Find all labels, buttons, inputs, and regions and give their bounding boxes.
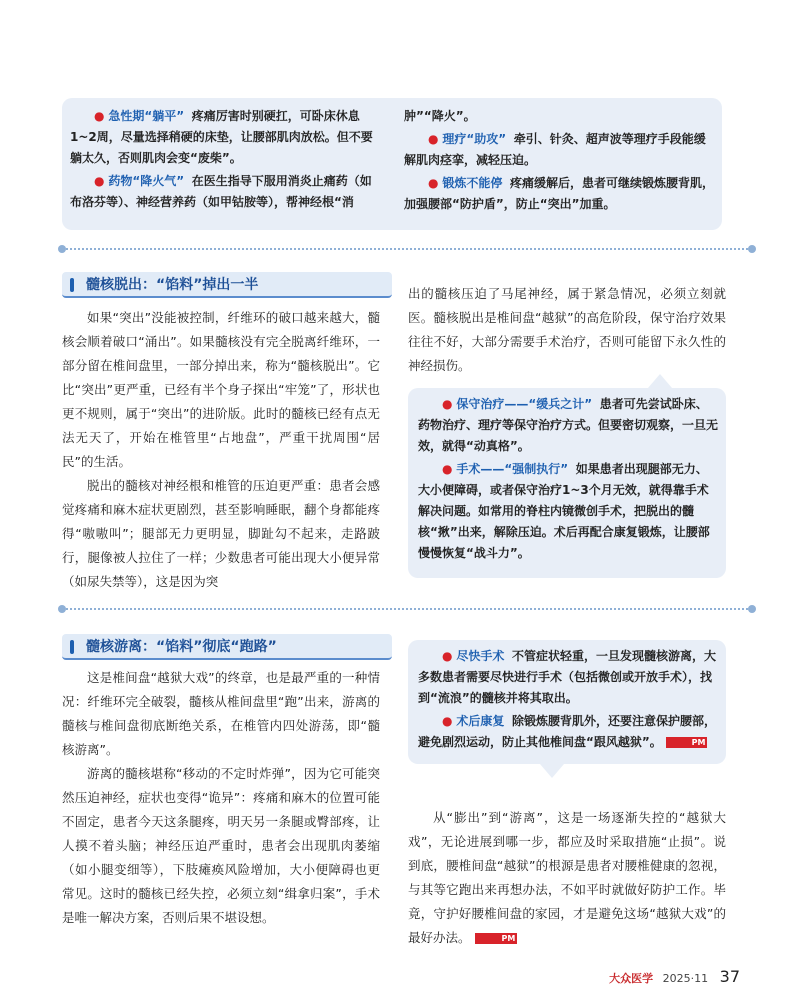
section-divider [62,608,752,610]
tip-item: ● 锻炼不能停 疼痛缓解后，患者可继续锻炼腰背肌，加强腰部“防护盾”，防止“突出”加重。 [404,176,714,211]
title-accent-bar [70,278,74,292]
paragraph: 脱出的髓核对神经根和椎管的压迫更严重：患者会感觉疼痛和麻木症状更剧烈，甚至影响睡眠，翻个身都能疼得“嗷嗷叫”；腿部无力更明显，脚趾勾不起来，走路跛行，腿像被人拉住了一样；少数患者可能出现大小便异常（如尿失禁等），这是因为突 [62,478,380,589]
page-number: 37 [719,967,740,986]
tip-item: ● 急性期“躺平” 疼痛厉害时别硬扛，可卧床休息1~2周，尽量选择稍硬的床垫，让腰部肌肉放松。但不要躺太久，否则肌肉会变“废柴”。 [70,109,373,165]
top-box-right-column [404,106,714,217]
issue-date: 2025·11 [662,972,709,985]
section-title-herniation: 髓核脱出：“馅料”掉出一半 [62,272,392,298]
bubble-tail [648,374,672,388]
title-accent-bar [70,640,74,654]
magazine-logo: 大众医学 [609,972,654,985]
paragraph: 如果“突出”没能被控制，纤维环的破口越来越大，髓核会顺着破口“涌出”。如果髓核没有完全脱离纤维环，一部分留在椎间盘里，一部分掉出来，称为“髓核脱出”。它比“突出”更严重，已经有半个身子探出“牢笼”了，形状也更不规则，属于“突出”的进阶版。此时的髓核已经有点无法无天了，开始在椎管里“占地盘”，严重干扰周围“居民”的生活。 [62,310,380,469]
tip-item: ● 术后康复 除锻炼腰背肌外，还要注意保护腰部，避免剧烈运动，防止其他椎间盘“跟风越狱”。 PM [418,714,716,749]
section-divider [62,248,752,250]
tip-item: ● 理疗“助攻” 牵引、针灸、超声波等理疗手段能缓解肌肉痉挛，减轻压迫。 [404,132,706,167]
tip-item: ● 药物“降火气” 在医生指导下服用消炎止痛药（如布洛芬等）、神经营养药（如甲钴胺等），帮神经根“消 [70,174,372,209]
sequestration-treatment-box [408,640,726,764]
paragraph: 这是椎间盘“越狱大戏”的终章，也是最严重的一种情况：纤维环完全破裂，髓核从椎间盘里“跑”出来，游离的髓核与椎间盘彻底断绝关系，在椎管内四处游荡，即“髓核游离”。 [62,670,380,757]
section1-left-column [62,306,380,594]
paragraph: 游离的髓核堪称“移动的不定时炸弹”，因为它可能突然压迫神经，症状也变得“诡异”：疼痛和麻木的位置可能不固定，患者今天这条腿疼，明天另一条腿或臀部疼，让人摸不着头脑；神经压迫严重时，患者会出现肌肉萎缩（如小腿变细等），下肢瘫痪风险增加，大小便障碍也更常见。这时的髓核已经失控，必须立刻“缉拿归案”，手术是唯一解决方案，否则后果不堪设想。 [62,766,380,925]
pm-badge: PM [475,933,518,944]
tip-item: ● 尽快手术 不管症状轻重，一旦发现髓核游离，大多数患者需要尽快进行手术（包括微创或开放手术），找到“流浪”的髓核并将其取出。 [418,649,716,705]
section-title-sequestration: 髓核游离：“馅料”彻底“跑路” [62,634,392,660]
top-box-left-column [70,106,380,215]
paragraph: 出的髓核压迫了马尾神经，属于紧急情况，必须立刻就医。髓核脱出是椎间盘“越狱”的高危阶段，保守治疗效果往往不好，大部分需要手术治疗，否则可能留下永久性的神经损伤。 [408,286,726,373]
tip-item: ● 保守治疗——“缓兵之计” 患者可先尝试卧床、药物治疗、理疗等保守治疗方式。但要密切观察，一旦无效，就得“动真格”。 [418,397,719,453]
section1-right-column [408,282,726,378]
section2-left-column [62,666,380,930]
section2-right-column [408,806,726,950]
bubble-tail [540,764,564,778]
tip-continuation: 肿”“降火”。 [404,109,476,123]
paragraph: 从“膨出”到“游离”，这是一场逐渐失控的“越狱大戏”，无论进展到哪一步，都应及时采取措施“止损”。说到底，腰椎间盘“越狱”的根源是患者对腰椎健康的忽视，与其等它跑出来再想办法，不如平时就做好防护工作。毕竟，守护好腰椎间盘的家园，才是避免这场“越狱大戏”的最好办法。 PM [408,810,726,945]
tip-item: ● 手术——“强制执行” 如果患者出现腿部无力、大小便障碍，或者保守治疗1~3个月无效，就得靠手术解决问题。如常用的脊柱内镜微创手术，把脱出的髓核“揪”出来，解除压迫。术后再配合康复锻炼，让腰部慢慢恢复“战斗力”。 [418,462,710,560]
page-footer [609,967,740,986]
top-tips-box [62,98,722,230]
pm-badge: PM [666,737,708,748]
herniation-treatment-box [408,388,726,578]
